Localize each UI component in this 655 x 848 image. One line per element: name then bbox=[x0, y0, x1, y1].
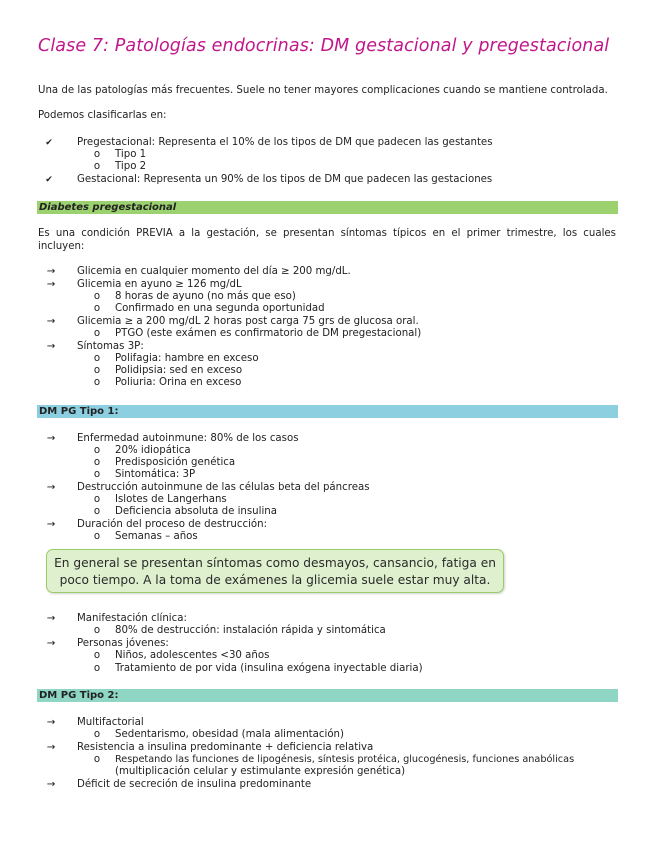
intro-paragraph: Una de las patologías más frecuentes. Suele no tener mayores complicaciones cuando se mantiene controlada. bbox=[38, 85, 608, 96]
list-item: Síntomas 3P: bbox=[77, 341, 144, 352]
list-item: Resistencia a insulina predominante + deficiencia relativa bbox=[77, 742, 374, 753]
list-item: Glicemia en cualquier momento del día ≥ 200 mg/dL. bbox=[77, 266, 351, 277]
list-item: Semanas – años bbox=[115, 531, 198, 542]
list-item: Déficit de secreción de insulina predominante bbox=[77, 779, 312, 790]
bullet-icon: o bbox=[93, 506, 101, 517]
list-item: 20% idiopática bbox=[115, 445, 191, 456]
list-item: Niños, adolescentes <30 años bbox=[115, 650, 270, 661]
list-item: Duración del proceso de destrucción: bbox=[77, 519, 268, 530]
list-item-continuation: (multiplicación celular y estimulante expresión genética) bbox=[115, 766, 406, 777]
list-item: Polifagia: hambre en exceso bbox=[115, 353, 259, 364]
bullet-icon: o bbox=[93, 650, 101, 661]
section-paragraph: Es una condición PREVIA a la gestación, se presentan síntomas típicos en el primer trimestre, los cuales incluyen: bbox=[38, 228, 616, 252]
list-item: 8 horas de ayuno (no más que eso) bbox=[115, 291, 296, 302]
list-item: Manifestación clínica: bbox=[77, 613, 187, 624]
list-item: Tratamiento de por vida (insulina exógena inyectable diaria) bbox=[115, 663, 423, 674]
list-item: Sedentarismo, obesidad (mala alimentación) bbox=[115, 729, 344, 740]
arrow-icon: → bbox=[46, 316, 56, 327]
list-item: PTGO (este exámen es confirmatorio de DM pregestacional) bbox=[115, 328, 422, 339]
bullet-icon: o bbox=[93, 161, 101, 172]
arrow-icon: → bbox=[46, 341, 56, 352]
bullet-icon: o bbox=[93, 494, 101, 505]
bullet-icon: o bbox=[93, 328, 101, 339]
arrow-icon: → bbox=[46, 613, 56, 624]
list-item: Personas jóvenes: bbox=[77, 638, 169, 649]
bullet-icon: o bbox=[93, 663, 101, 674]
list-item: Destrucción autoinmune de las células beta del páncreas bbox=[77, 482, 370, 493]
arrow-icon: → bbox=[46, 482, 56, 493]
bullet-icon: o bbox=[93, 149, 101, 160]
list-item: Pregestacional: Representa el 10% de los tipos de DM que padecen las gestantes bbox=[77, 137, 493, 148]
list-item: Respetando las funciones de lipogénesis, síntesis protéica, glucogénesis, funciones anabólicas bbox=[115, 754, 575, 765]
list-item: Polidipsia: sed en exceso bbox=[115, 365, 243, 376]
arrow-icon: → bbox=[46, 779, 56, 790]
bullet-icon: o bbox=[93, 353, 101, 364]
check-icon: ✔ bbox=[45, 175, 53, 185]
arrow-icon: → bbox=[46, 519, 56, 530]
section-heading-tipo2: DM PG Tipo 2: bbox=[37, 689, 618, 702]
list-item: Sintomática: 3P bbox=[115, 469, 196, 480]
bullet-icon: o bbox=[93, 754, 101, 765]
check-icon: ✔ bbox=[45, 138, 53, 148]
list-item: Tipo 2 bbox=[115, 161, 147, 172]
section-heading-tipo1: DM PG Tipo 1: bbox=[37, 405, 618, 418]
intro-classify: Podemos clasificarlas en: bbox=[38, 110, 167, 121]
arrow-icon: → bbox=[46, 638, 56, 649]
arrow-icon: → bbox=[46, 279, 56, 290]
list-item: Poliuria: Orina en exceso bbox=[115, 377, 242, 388]
list-item: Multifactorial bbox=[77, 717, 144, 728]
callout-line: poco tiempo. A la toma de exámenes la glicemia suele estar muy alta. bbox=[59, 573, 491, 587]
bullet-icon: o bbox=[93, 531, 101, 542]
bullet-icon: o bbox=[93, 469, 101, 480]
list-item: Islotes de Langerhans bbox=[115, 494, 227, 505]
list-item: Enfermedad autoinmune: 80% de los casos bbox=[77, 433, 299, 444]
bullet-icon: o bbox=[93, 625, 101, 636]
callout-box bbox=[46, 549, 504, 593]
page-title: Clase 7: Patologías endocrinas: DM gestacional y pregestacional bbox=[38, 36, 610, 56]
section-heading-pregestacional: Diabetes pregestacional bbox=[37, 201, 618, 214]
list-item: Gestacional: Representa un 90% de los tipos de DM que padecen las gestaciones bbox=[77, 174, 493, 185]
list-item: 80% de destrucción: instalación rápida y sintomática bbox=[115, 625, 386, 636]
callout-line: En general se presentan síntomas como desmayos, cansancio, fatiga en bbox=[54, 556, 496, 570]
bullet-icon: o bbox=[93, 377, 101, 388]
bullet-icon: o bbox=[93, 445, 101, 456]
bullet-icon: o bbox=[93, 457, 101, 468]
list-item: Tipo 1 bbox=[115, 149, 147, 160]
arrow-icon: → bbox=[46, 433, 56, 444]
arrow-icon: → bbox=[46, 266, 56, 277]
list-item: Glicemia en ayuno ≥ 126 mg/dL bbox=[77, 279, 242, 290]
list-item: Predisposición genética bbox=[115, 457, 236, 468]
bullet-icon: o bbox=[93, 729, 101, 740]
arrow-icon: → bbox=[46, 717, 56, 728]
bullet-icon: o bbox=[93, 291, 101, 302]
list-item: Deficiencia absoluta de insulina bbox=[115, 506, 277, 517]
bullet-icon: o bbox=[93, 365, 101, 376]
arrow-icon: → bbox=[46, 742, 56, 753]
list-item: Glicemia ≥ a 200 mg/dL 2 horas post carga 75 grs de glucosa oral. bbox=[77, 316, 419, 327]
list-item: Confirmado en una segunda oportunidad bbox=[115, 303, 325, 314]
bullet-icon: o bbox=[93, 303, 101, 314]
